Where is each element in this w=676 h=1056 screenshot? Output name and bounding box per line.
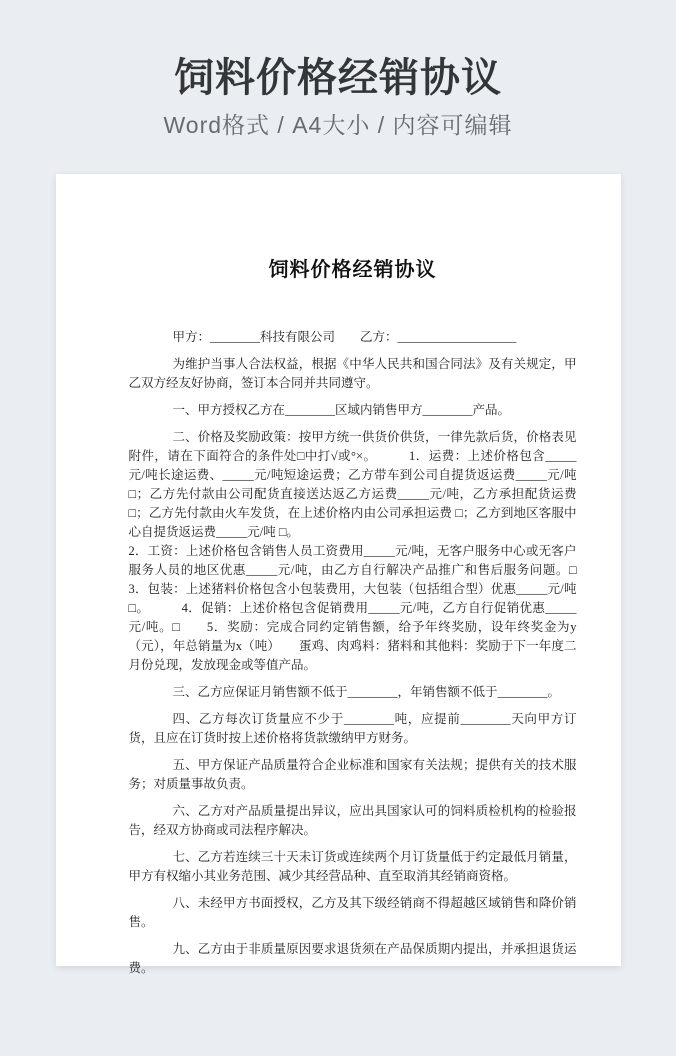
- banner-subtitle: Word格式 / A4大小 / 内容可编辑: [163, 112, 513, 138]
- paragraph-clause-9: 九、乙方由于非质量原因要求退货须在产品保质期内提出，并承担退货运费。: [128, 941, 577, 975]
- paragraph-clause-3: 三、乙方应保证月销售额不低于________，年销售额不低于________。: [172, 684, 561, 699]
- paragraph-clause-5: 五、甲方保证产品质量符合企业标准和国家有关法规；提供有关的技术服务；对质量事故负责。: [128, 757, 577, 791]
- paragraph-clause-7: 七、乙方若连续三十天未订货或连续两个月订货量低于约定最低月销量，甲方有权缩小其业务范围、减少其经营品种、直至取消其经销商资格。: [128, 849, 577, 883]
- paragraph-clause-1: 一、甲方授权乙方在________区域内销售甲方________产品。: [172, 402, 511, 417]
- paragraph-clause-2-items: 2．工资：上述价格包含销售人员工资费用_____元/吨，无客户服务中心或无客户服务人员的地区优惠_____元/吨，由乙方自行解决产品推广和售后服务问题。□ 3．包装：上述猪料价格包含小包装费用，大包装（包括组合型）优惠_____元/吨 □。 4．促销：上述价格包含促销费用_____元/吨，乙方自行促销优惠_____元/吨。□ 5．奖励：完成合同约定销售额，给予年终奖励，设年终奖金为y（元），年总销量为x（吨） 蛋鸡、肉鸡料：猪料和其他料：奖励于下一年度二月份兑现，发放现金或等值产品。: [128, 543, 602, 672]
- document-title: 饲料价格经销协议: [268, 258, 437, 281]
- paragraph-clause-6: 六、乙方对产品质量提出异议，应出具国家认可的饲料质检机构的检验报告，经双方协商或司法程序解决。: [128, 803, 577, 837]
- paragraph-clause-4: 四、乙方每次订货量应不少于________吨，应提前________天向甲方订货，且应在订货时按上述价格将货款缴纳甲方财务。: [128, 711, 577, 745]
- a4-document-page: [56, 174, 621, 975]
- paragraph-clause-2: 二、价格及奖励政策：按甲方统一供货价供货，一律先款后货，价格表见附件，请在下面符合的条件处□中打√或°×。 1．运费：上述价格包含_____元/吨长途运费、_____元/吨短途运费；乙方带车到公司自提货返运费_____元/吨 □；乙方先付款由公司配货直接送达返乙方运费_____元/吨，乙方承担配货运费 □；乙方先付款由火车发货，在上述价格内由公司承担运费 □；乙方到地区客服中心自提货返运费_____元/吨 □。: [128, 429, 577, 539]
- paragraph-clause-8: 八、未经甲方书面授权，乙方及其下级经销商不得超越区域销售和降价销售。: [128, 895, 577, 929]
- parties-line: 甲方：________科技有限公司 乙方：___________________: [172, 329, 517, 344]
- document-body: [128, 328, 602, 978]
- banner-title: 饲料价格经销协议: [174, 56, 502, 100]
- banner: [0, 0, 676, 140]
- paragraph-preamble: 为维护当事人合法权益，根据《中华人民共和国合同法》及有关规定，甲乙双方经友好协商，签订本合同并共同遵守。: [128, 356, 577, 390]
